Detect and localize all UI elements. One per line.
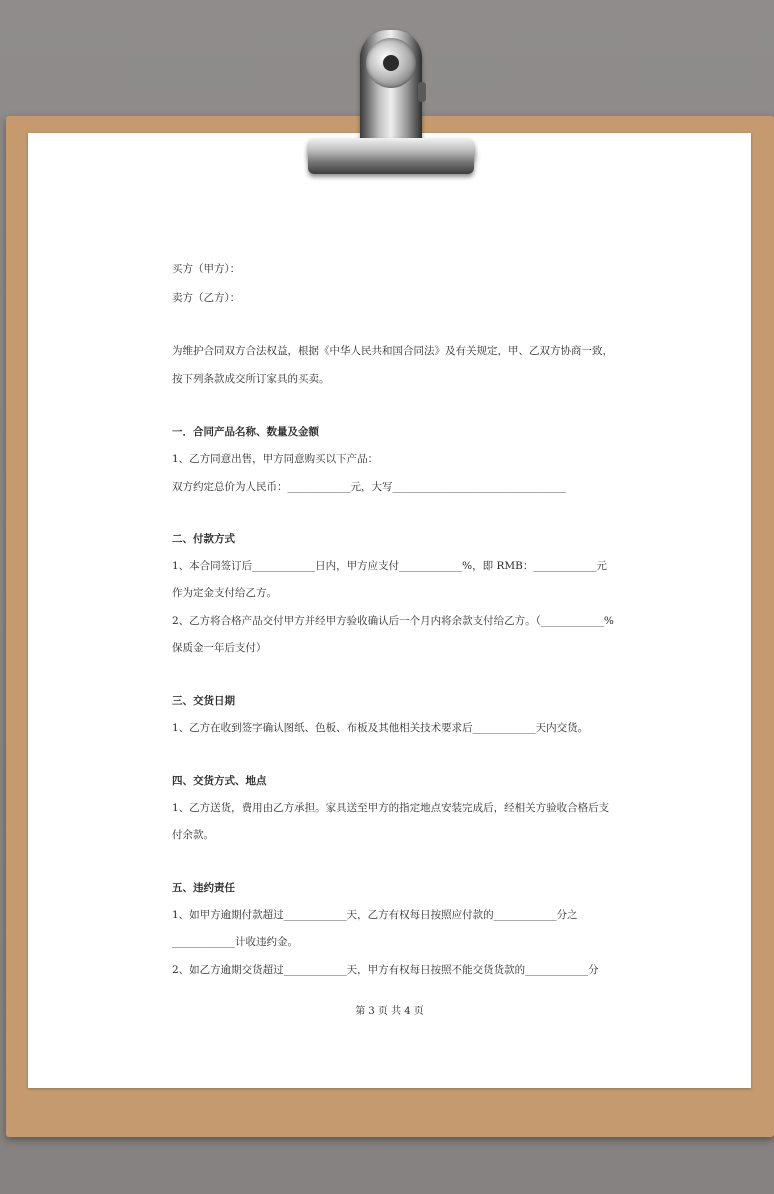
section-5-item-1: 1、如甲方逾期付款超过____________天，乙方有权每日按照应付款的____________分之 (172, 909, 578, 921)
preamble-line-1: 为维护合同双方合法权益，根据《中华人民共和国合同法》及有关规定，甲、乙双方协商一致， (172, 345, 613, 357)
section-4-item-1: 1、乙方送货，费用由乙方承担。家具送至甲方的指定地点安装完成后，经相关方验收合格后支 (172, 802, 610, 814)
section-5-item-1-cont: ____________计收违约金。 (172, 936, 298, 948)
contract-page (28, 133, 751, 1088)
buyer-line: 买方（甲方）： (172, 263, 241, 275)
seller-line: 卖方（乙方）： (172, 292, 241, 304)
clip-pin (418, 82, 426, 102)
clip-hole (383, 55, 399, 71)
section-2-item-1-cont: 作为定金支付给乙方。 (172, 587, 277, 599)
preamble-line-2: 按下列条款成交所订家具的买卖。 (172, 373, 330, 385)
section-1-heading: 一．合同产品名称、数量及金额 (172, 426, 319, 438)
section-3-heading: 三、交货日期 (172, 695, 235, 707)
section-4-item-1-cont: 付余款。 (172, 829, 214, 841)
section-5-heading: 五、违约责任 (172, 882, 235, 894)
section-2-item-2-cont: 保质金一年后支付） (172, 642, 267, 654)
section-2-item-2: 2、乙方将合格产品交付甲方并经甲方验收确认后一个月内将余款支付给乙方。（____________% (172, 615, 614, 627)
section-5-item-2: 2、如乙方逾期交货超过____________天，甲方有权每日按照不能交货货款的____________分 (172, 964, 599, 976)
section-1-item-1: 1、乙方同意出售，甲方同意购买以下产品： (172, 453, 379, 465)
binder-clip (300, 20, 480, 180)
clip-base (308, 138, 474, 174)
section-3-item-1: 1、乙方在收到签字确认图纸、色板、布板及其他相关技术要求后____________天内交货。 (172, 722, 589, 734)
section-4-heading: 四、交货方式、地点 (172, 775, 267, 787)
page-number: 第 3 页 共 4 页 (355, 1006, 424, 1017)
section-2-item-1: 1、本合同签订后____________日内，甲方应支付____________%，即 RMB：____________元 (172, 560, 607, 572)
section-1-total-price: 双方约定总价为人民币：____________元，大写_________________________________ (172, 481, 566, 493)
section-2-heading: 二、付款方式 (172, 533, 235, 545)
